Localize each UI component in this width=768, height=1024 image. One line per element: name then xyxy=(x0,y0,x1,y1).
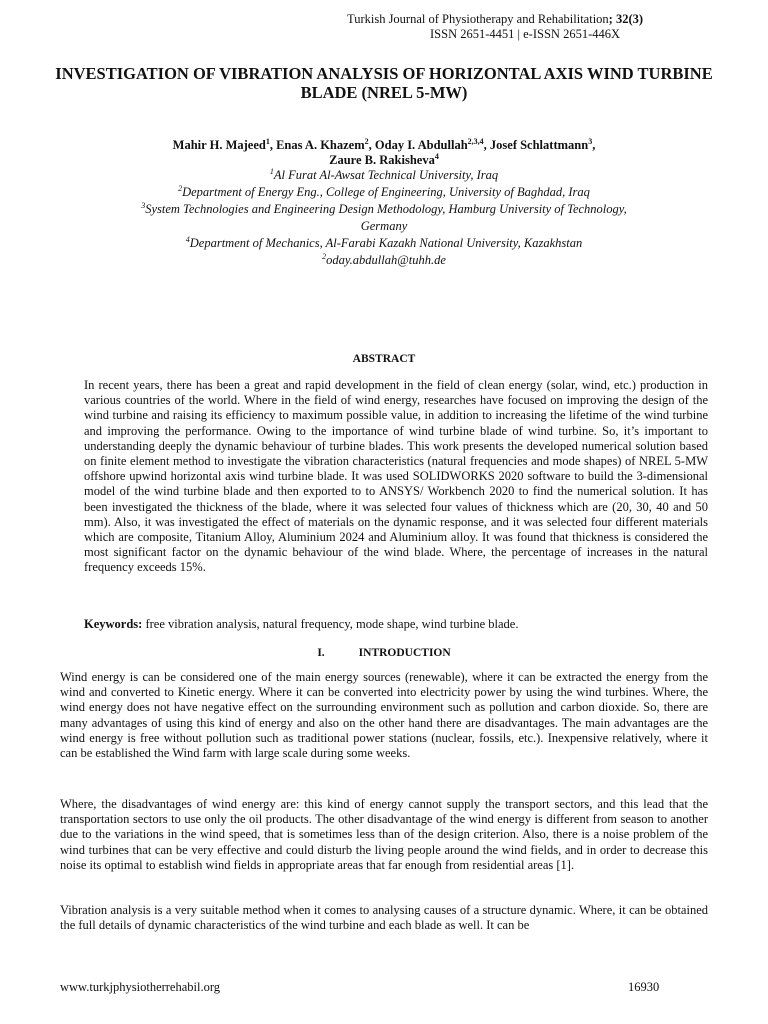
affiliation xyxy=(40,184,728,201)
page-number: 16930 xyxy=(628,980,660,994)
author-sup: 2,3,4 xyxy=(467,136,484,146)
affiliation-text: Department of Mechanics, Al-Farabi Kazakh National University, Kazakhstan xyxy=(189,236,583,250)
author-sup: 3 xyxy=(588,136,593,146)
section-title: INTRODUCTION xyxy=(358,647,451,659)
section-heading xyxy=(40,647,728,659)
body-paragraph: Vibration analysis is a very suitable method when it comes to analysing causes of a structure dynamic. Where, it can be obtained the full details of dynamic characteristics of the wind turbine and each blade as well. It can be xyxy=(60,903,708,933)
keywords xyxy=(84,617,708,632)
keywords-label: Keywords: xyxy=(84,617,143,631)
author-name: , Enas A. Khazem xyxy=(269,138,365,152)
journal-title: Turkish Journal of Physiotherapy and Rehabilitation xyxy=(347,12,609,26)
affiliation-text: Department of Energy Eng., College of Engineering, University of Baghdad, Iraq xyxy=(182,185,590,199)
author-name: Zaure B. Rakisheva xyxy=(329,153,435,167)
affiliation-text: Germany xyxy=(360,219,408,233)
journal-name xyxy=(347,11,643,27)
email-text: oday.abdullah@tuhh.de xyxy=(326,253,446,267)
author-name: Mahir H. Majeed xyxy=(172,138,266,152)
affiliation-text: Al Furat Al-Awsat Technical University, Iraq xyxy=(273,168,499,182)
affiliation-sup: 4 xyxy=(185,234,190,244)
affiliation xyxy=(40,218,728,235)
section-number: I. xyxy=(317,647,325,659)
author-name: , Josef Schlattmann xyxy=(483,138,589,152)
affiliation-sup: 1 xyxy=(269,166,274,176)
abstract-body: In recent years, there has been a great and rapid development in the field of clean energy (solar, wind, etc.) production in various countries of the world. Where in the field of wind energy, researches have focused on improving the design of the wind turbine and raising its efficiency to maximum possible value, in addition to increasing the lifetime of the wind turbine and improving the performance. Owing to the importance of wind turbine blade of wind turbine. So, it’s important to understanding deeply the dynamic behaviour of turbine blades. This work presents the developed numerical solution based on finite element method to investigate the vibration characteristics (natural frequencies and mode shapes) of NREL 5-MW offshore upwind horizontal axis wind turbine blade. It was used SOLIDWORKS 2020 software to build the 3-dimensional model of the wind turbine blade and then exported to to ANSYS/ Workbench 2020 to find the numerical solution. It has been investigated the thickness of the blade, where it was selected four values of thickness which are (20, 30, 40 and 50 mm). Also, it was investigated the effect of materials on the dynamic response, and it was selected four different materials which are composite, Titanium Alloy, Aluminium 2024 and Aluminium alloy. It was found that thickness is considered the most significant factor on the dynamic behaviour of the wind blade. Where, the percentage of increases in the natural frequency exceeds 15%. xyxy=(84,378,708,575)
affiliations xyxy=(40,167,728,269)
affiliation-sup: 2 xyxy=(178,183,183,193)
footer-url: www.turkjphysiotherrehabil.org xyxy=(60,980,221,994)
author-sup: 1 xyxy=(265,136,270,146)
author-name: , Oday I. Abdullah xyxy=(368,138,468,152)
affiliation-text: System Technologies and Engineering Design Methodology, Hamburg University of Technology, xyxy=(145,202,627,216)
journal-volume: ; 32(3) xyxy=(608,12,644,26)
affiliation xyxy=(40,235,728,252)
keywords-text: free vibration analysis, natural frequency, mode shape, wind turbine blade. xyxy=(142,617,519,631)
affiliation xyxy=(40,167,728,184)
author-sup: 2 xyxy=(364,136,369,146)
body-paragraph: Wind energy is can be considered one of the main energy sources (renewable), where it can be extracted the energy from the wind and converted to Kinetic energy. Where it can be converted into electricity power by using the wind turbines. Where, the wind energy does not have negative effect on the surrounding environment such as pollution and carbon dioxide. So, there are many advantages of using this kind of energy and also on the other hand there are disadvantages. The main advantages are the wind energy is free without pollution such as traditional power stations (nuclear, fossils, etc.). Inexpensive relatively, where it can be established the Wind farm with large scale during some weeks. xyxy=(60,670,708,761)
issn-line: ISSN 2651-4451 | e-ISSN 2651-446X xyxy=(430,27,621,41)
affiliation xyxy=(40,201,728,218)
affiliation-sup: 2 xyxy=(322,251,327,261)
author-sup: 4 xyxy=(434,151,439,161)
affiliation-email xyxy=(40,252,728,269)
author-list xyxy=(40,138,728,168)
paper-title: INVESTIGATION OF VIBRATION ANALYSIS OF HORIZONTAL AXIS WIND TURBINE BLADE (NREL 5-MW) xyxy=(55,64,713,102)
author-separator: , xyxy=(592,138,596,152)
body-paragraph: Where, the disadvantages of wind energy are: this kind of energy cannot supply the transport sectors, and this lead that the transportation sectors to use only the oil products. The other disadvantage of the wind energy is different from season to another due to the variations in the wind speed, that is sometimes less than of the design criterion. Also, there is a noise problem of the wind turbines that can be very effective and could disturb the living people around the wind fields, and in order to decrease this noise its optimal to establish wind fields in appropriate areas that far enough from residential areas [1]. xyxy=(60,797,708,872)
abstract-heading: ABSTRACT xyxy=(352,353,416,365)
affiliation-sup: 3 xyxy=(141,200,146,210)
